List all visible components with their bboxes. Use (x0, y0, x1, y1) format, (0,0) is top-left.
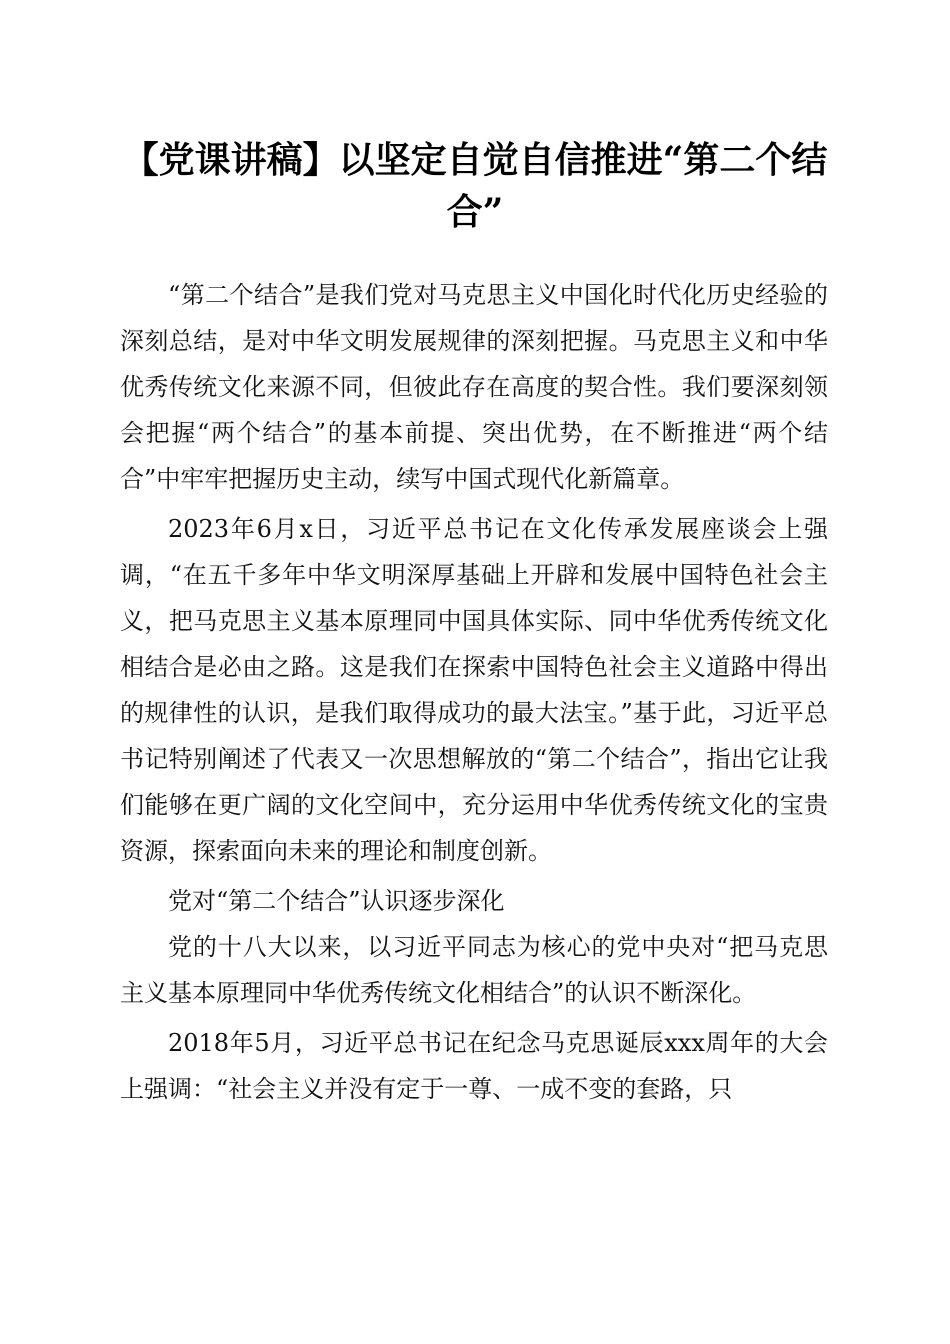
document-body (120, 272, 828, 1112)
document-title: 【党课讲稿】以坚定自觉自信推进“第二个结合” (122, 139, 828, 233)
paragraph-eighteenth-congress: 党的十八大以来，以习近平同志为核心的党中央对“把马克思主义基本原理同中华优秀传统文化相结合”的认识不断深化。 (120, 933, 828, 1007)
paragraph-speech: 2023年6月x日，习近平总书记在文化传承发展座谈会上强调，“在五千多年中华文明深厚基础上开辟和发展中国特色社会主义，把马克思主义基本原理同中国具体实际、同中华优秀传统文化相结合是必由之路。这是我们在探索中国特色社会主义道路中得出的规律性的认识，是我们取得成功的最大法宝。”基于此，习近平总书记特别阐述了代表又一次思想解放的“第二个结合”，指出它让我们能够在更广阔的文化空间中，充分运用中华优秀传统文化的宝贵资源，探索面向未来的理论和制度创新。 (120, 515, 828, 865)
paragraph-2018: 2018年5月，习近平总书记在纪念马克思诞辰xxx周年的大会上强调：“社会主义并没有定于一尊、一成不变的套路，只 (120, 1029, 828, 1103)
paragraph-intro: “第二个结合”是我们党对马克思主义中国化时代化历史经验的深刻总结，是对中华文明发展规律的深刻把握。马克思主义和中华优秀传统文化来源不同，但彼此存在高度的契合性。我们要深刻领会把握“两个结合”的基本前提、突出优势，在不断推进“两个结合”中牢牢把握历史主动，续写中国式现代化新篇章。 (120, 281, 828, 493)
section-heading: 党对“第二个结合”认识逐步深化 (168, 887, 505, 915)
